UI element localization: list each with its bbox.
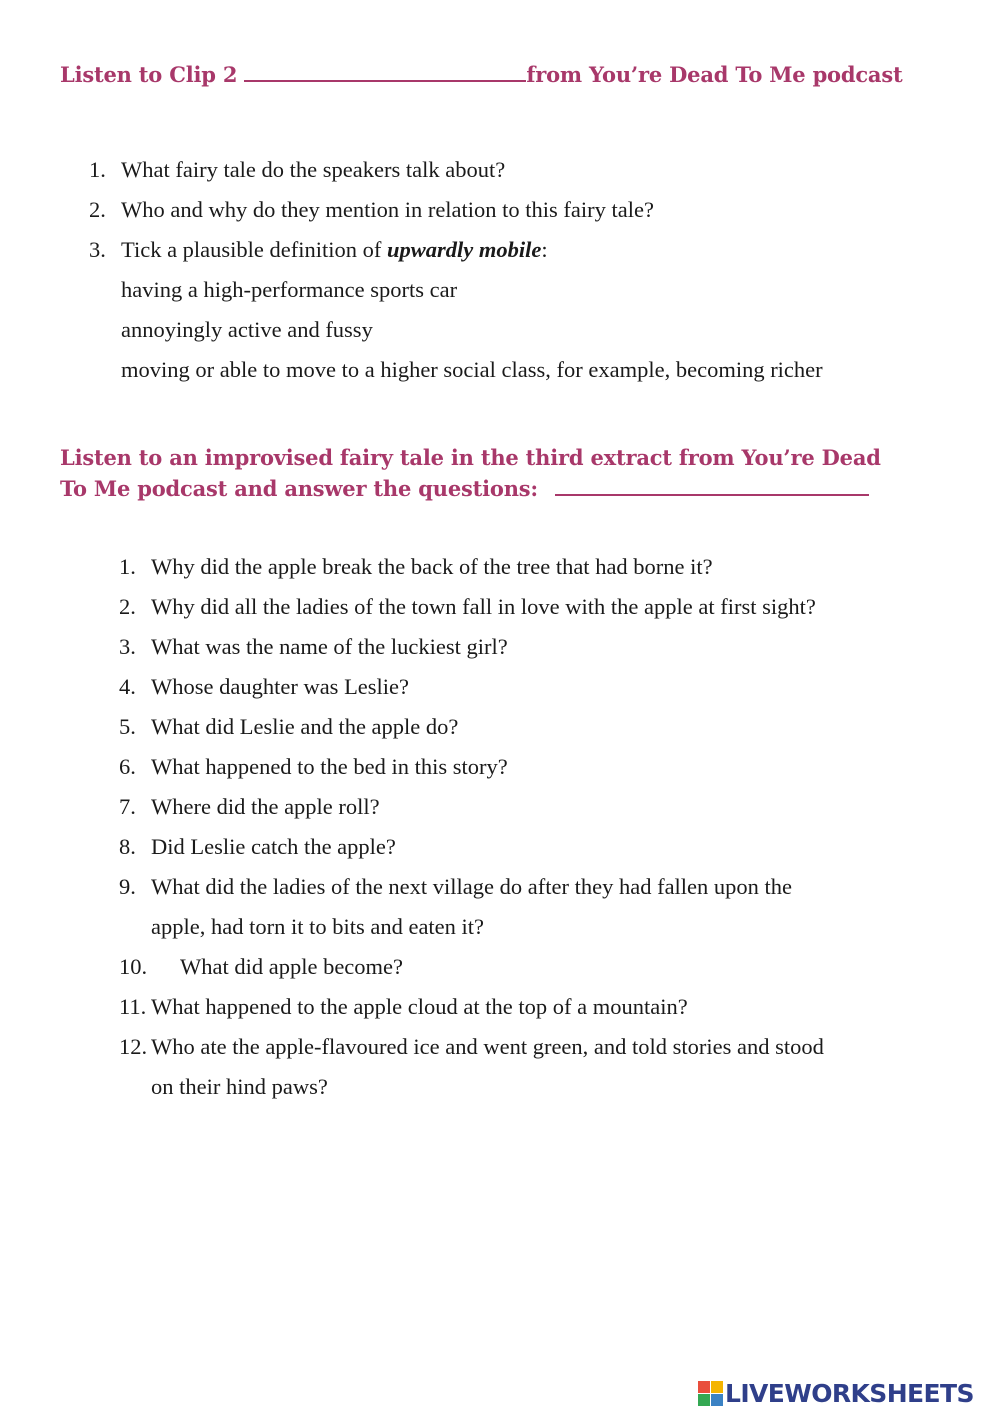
section2-heading-line2: To Me podcast and answer the questions:: [60, 476, 546, 501]
question-text-before: Tick a plausible definition of: [121, 237, 388, 262]
question-number: 1.: [119, 554, 136, 579]
section1-question: [89, 235, 548, 265]
question-text: Whose daughter was Leslie?: [151, 674, 410, 699]
section2-question-continuation: on their hind paws?: [151, 1074, 328, 1099]
section2-question: [119, 992, 688, 1022]
question-number: 4.: [119, 674, 136, 699]
question-text: Who ate the apple-flavoured ice and went green, and told stories and stood: [151, 1034, 824, 1059]
question-number: 9.: [119, 874, 136, 899]
question-text: What did the ladies of the next village do after they had fallen upon the: [151, 874, 793, 899]
logo-square-yellow: [711, 1381, 723, 1393]
section2-question-continuation: apple, had torn it to bits and eaten it?: [151, 914, 485, 939]
question-text: Why did the apple break the back of the tree that had borne it?: [151, 554, 713, 579]
definition-option[interactable]: moving or able to move to a higher social class, for example, becoming richer: [121, 357, 823, 382]
liveworksheets-logo-text: LIVEWORKSHEETS: [725, 1378, 974, 1408]
section2-question: [119, 552, 713, 582]
logo-square-red: [698, 1381, 710, 1393]
liveworksheets-logo-icon: [698, 1381, 723, 1406]
logo-square-green: [698, 1394, 710, 1406]
extract-answer-blank[interactable]: [555, 474, 869, 496]
question-text: Who and why do they mention in relation to this fairy tale?: [121, 197, 654, 222]
section2-question: [119, 752, 508, 782]
question-text: What was the name of the luckiest girl?: [151, 634, 508, 659]
definition-option[interactable]: annoyingly active and fussy: [121, 317, 373, 342]
term-upwardly-mobile: upwardly mobile: [387, 237, 542, 262]
question-number: 5.: [119, 714, 136, 739]
section2-question: [119, 712, 459, 742]
question-number: 8.: [119, 834, 136, 859]
logo-square-blue: [711, 1394, 723, 1406]
question-number: 1.: [89, 157, 106, 182]
question-number: 10.: [119, 954, 148, 979]
section2-question: [119, 632, 508, 662]
liveworksheets-logo[interactable]: [698, 1377, 974, 1409]
question-number: 6.: [119, 754, 136, 779]
question-number: 12.: [119, 1034, 148, 1059]
question-text: What happened to the apple cloud at the top of a mountain?: [151, 994, 688, 1019]
question-text: [121, 235, 548, 265]
section2-question: [119, 592, 816, 622]
question-number: 2.: [89, 197, 106, 222]
section1-heading-prefix: Listen to Clip 2: [60, 62, 245, 87]
section1-heading-suffix: from You’re Dead To Me podcast: [526, 62, 903, 87]
question-text: Where did the apple roll?: [151, 794, 380, 819]
question-number: 11.: [119, 994, 147, 1019]
question-number: 3.: [89, 237, 106, 262]
question-number: 3.: [119, 634, 136, 659]
section2-question: [119, 1032, 824, 1062]
question-text: Did Leslie catch the apple?: [151, 834, 396, 859]
question-text: What did Leslie and the apple do?: [151, 714, 459, 739]
section2-question: [119, 672, 410, 702]
section1-question: [89, 195, 654, 225]
section2-question: [119, 792, 380, 822]
section2-heading-line1: Listen to an improvised fairy tale in the third extract from You’re Dead: [60, 445, 881, 470]
question-text: Why did all the ladies of the town fall in love with the apple at first sight?: [151, 594, 816, 619]
section2-question: [119, 952, 404, 982]
question-text: What fairy tale do the speakers talk about?: [121, 157, 506, 182]
section1-heading: [60, 59, 902, 90]
section2-heading: [60, 442, 881, 504]
question-text: What happened to the bed in this story?: [151, 754, 508, 779]
section1-question: [89, 155, 506, 185]
section2-question: [119, 872, 793, 902]
definition-option[interactable]: having a high-performance sports car: [121, 277, 458, 302]
question-number: 2.: [119, 594, 136, 619]
question-number: 7.: [119, 794, 136, 819]
question-text-after: :: [541, 237, 548, 262]
section2-question: [119, 832, 396, 862]
question-text: What did apple become?: [180, 954, 404, 979]
clip-name-blank[interactable]: [244, 60, 526, 82]
